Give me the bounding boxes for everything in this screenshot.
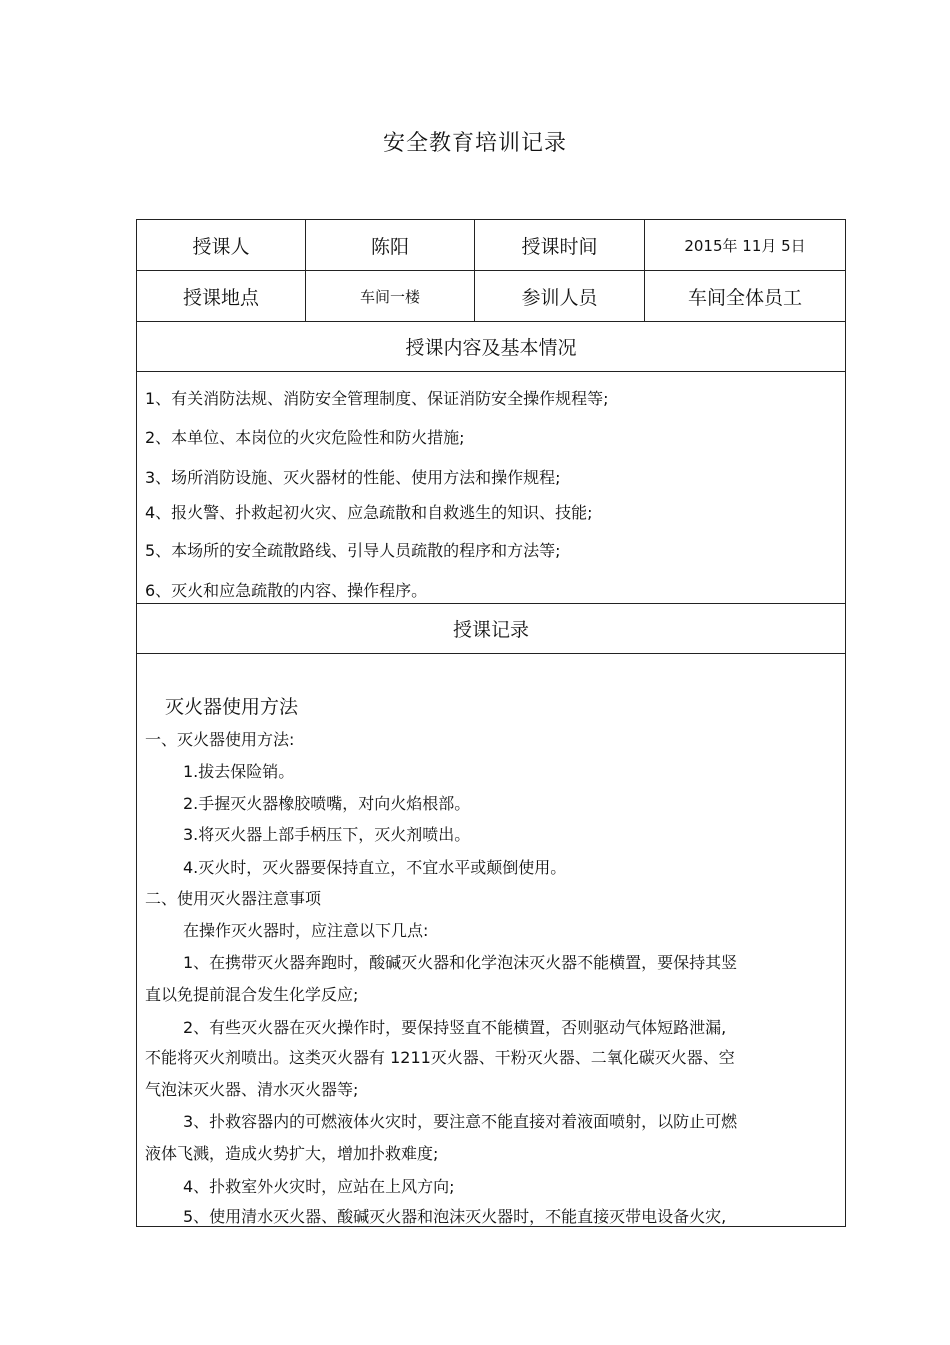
section-1-heading: 一、灭火器使用方法: — [145, 730, 295, 749]
note-5: 5、使用清水灭火器、酸碱灭火器和泡沫灭火器时，不能直接灭带电设备火灾, — [183, 1207, 727, 1226]
notes-intro: 在操作灭火器时，应注意以下几点: — [183, 921, 429, 940]
note-3-line-2: 液体飞溅，造成火势扩大，增加扑救难度; — [145, 1144, 439, 1163]
participants-label: 参训人员 — [475, 271, 645, 321]
record-body — [137, 654, 845, 1226]
record-heading: 授课记录 — [137, 604, 845, 654]
content-item: 3、场所消防设施、灭火器材的性能、使用方法和操作规程; — [145, 468, 561, 487]
note-4: 4、扑救室外火灾时，应站在上风方向; — [183, 1177, 455, 1196]
step-4: 4.灭火时，灭火器要保持直立，不宜水平或颠倒使用。 — [183, 858, 567, 877]
content-heading: 授课内容及基本情况 — [137, 322, 845, 372]
content-item: 5、本场所的安全疏散路线、引导人员疏散的程序和方法等; — [145, 541, 561, 560]
step-3: 3.将灭火器上部手柄压下，灭火剂喷出。 — [183, 825, 471, 844]
time-label: 授课时间 — [475, 220, 645, 270]
section-2-heading: 二、使用灭火器注意事项 — [145, 889, 322, 908]
lecturer-value: 陈阳 — [306, 220, 475, 270]
info-row-1 — [137, 220, 845, 271]
lecturer-label: 授课人 — [137, 220, 306, 270]
record-title: 灭火器使用方法 — [165, 696, 299, 718]
note-1-line-1: 1、在携带灭火器奔跑时，酸碱灭火器和化学泡沫灭火器不能横置，要保持其竖 — [183, 953, 738, 972]
time-value: 2015年 11月 5日 — [684, 236, 806, 255]
content-item: 1、有关消防法规、消防安全管理制度、保证消防安全操作规程等; — [145, 389, 609, 408]
location-value: 车间一楼 — [306, 271, 475, 321]
note-3-line-1: 3、扑救容器内的可燃液体火灾时，要注意不能直接对着液面喷射，以防止可燃 — [183, 1112, 738, 1131]
content-item: 4、报火警、扑救起初火灾、应急疏散和自救逃生的知识、技能; — [145, 503, 593, 522]
step-2: 2.手握灭火器橡胶喷嘴，对向火焰根部。 — [183, 794, 471, 813]
step-1: 1.拔去保险销。 — [183, 762, 295, 781]
note-1-line-2: 直以免提前混合发生化学反应; — [145, 985, 359, 1004]
content-item: 6、灭火和应急疏散的内容、操作程序。 — [145, 581, 428, 600]
participants-value: 车间全体员工 — [687, 286, 802, 309]
content-item: 2、本单位、本岗位的火灾危险性和防火措施; — [145, 428, 465, 447]
page-title: 安全教育培训记录 — [382, 131, 567, 156]
training-record-table — [136, 219, 846, 1227]
note-2-line-1: 2、有些灭火器在灭火操作时，要保持竖直不能横置，否则驱动气体短路泄漏, — [183, 1018, 727, 1037]
content-items — [137, 372, 845, 604]
note-2-line-2: 不能将灭火剂喷出。这类灭火器有 1211灭火器、干粉灭火器、二氧化碳灭火器、空 — [145, 1048, 735, 1067]
location-label: 授课地点 — [137, 271, 306, 321]
info-row-2 — [137, 271, 845, 322]
note-2-line-3: 气泡沫灭火器、清水灭火器等; — [145, 1080, 359, 1099]
